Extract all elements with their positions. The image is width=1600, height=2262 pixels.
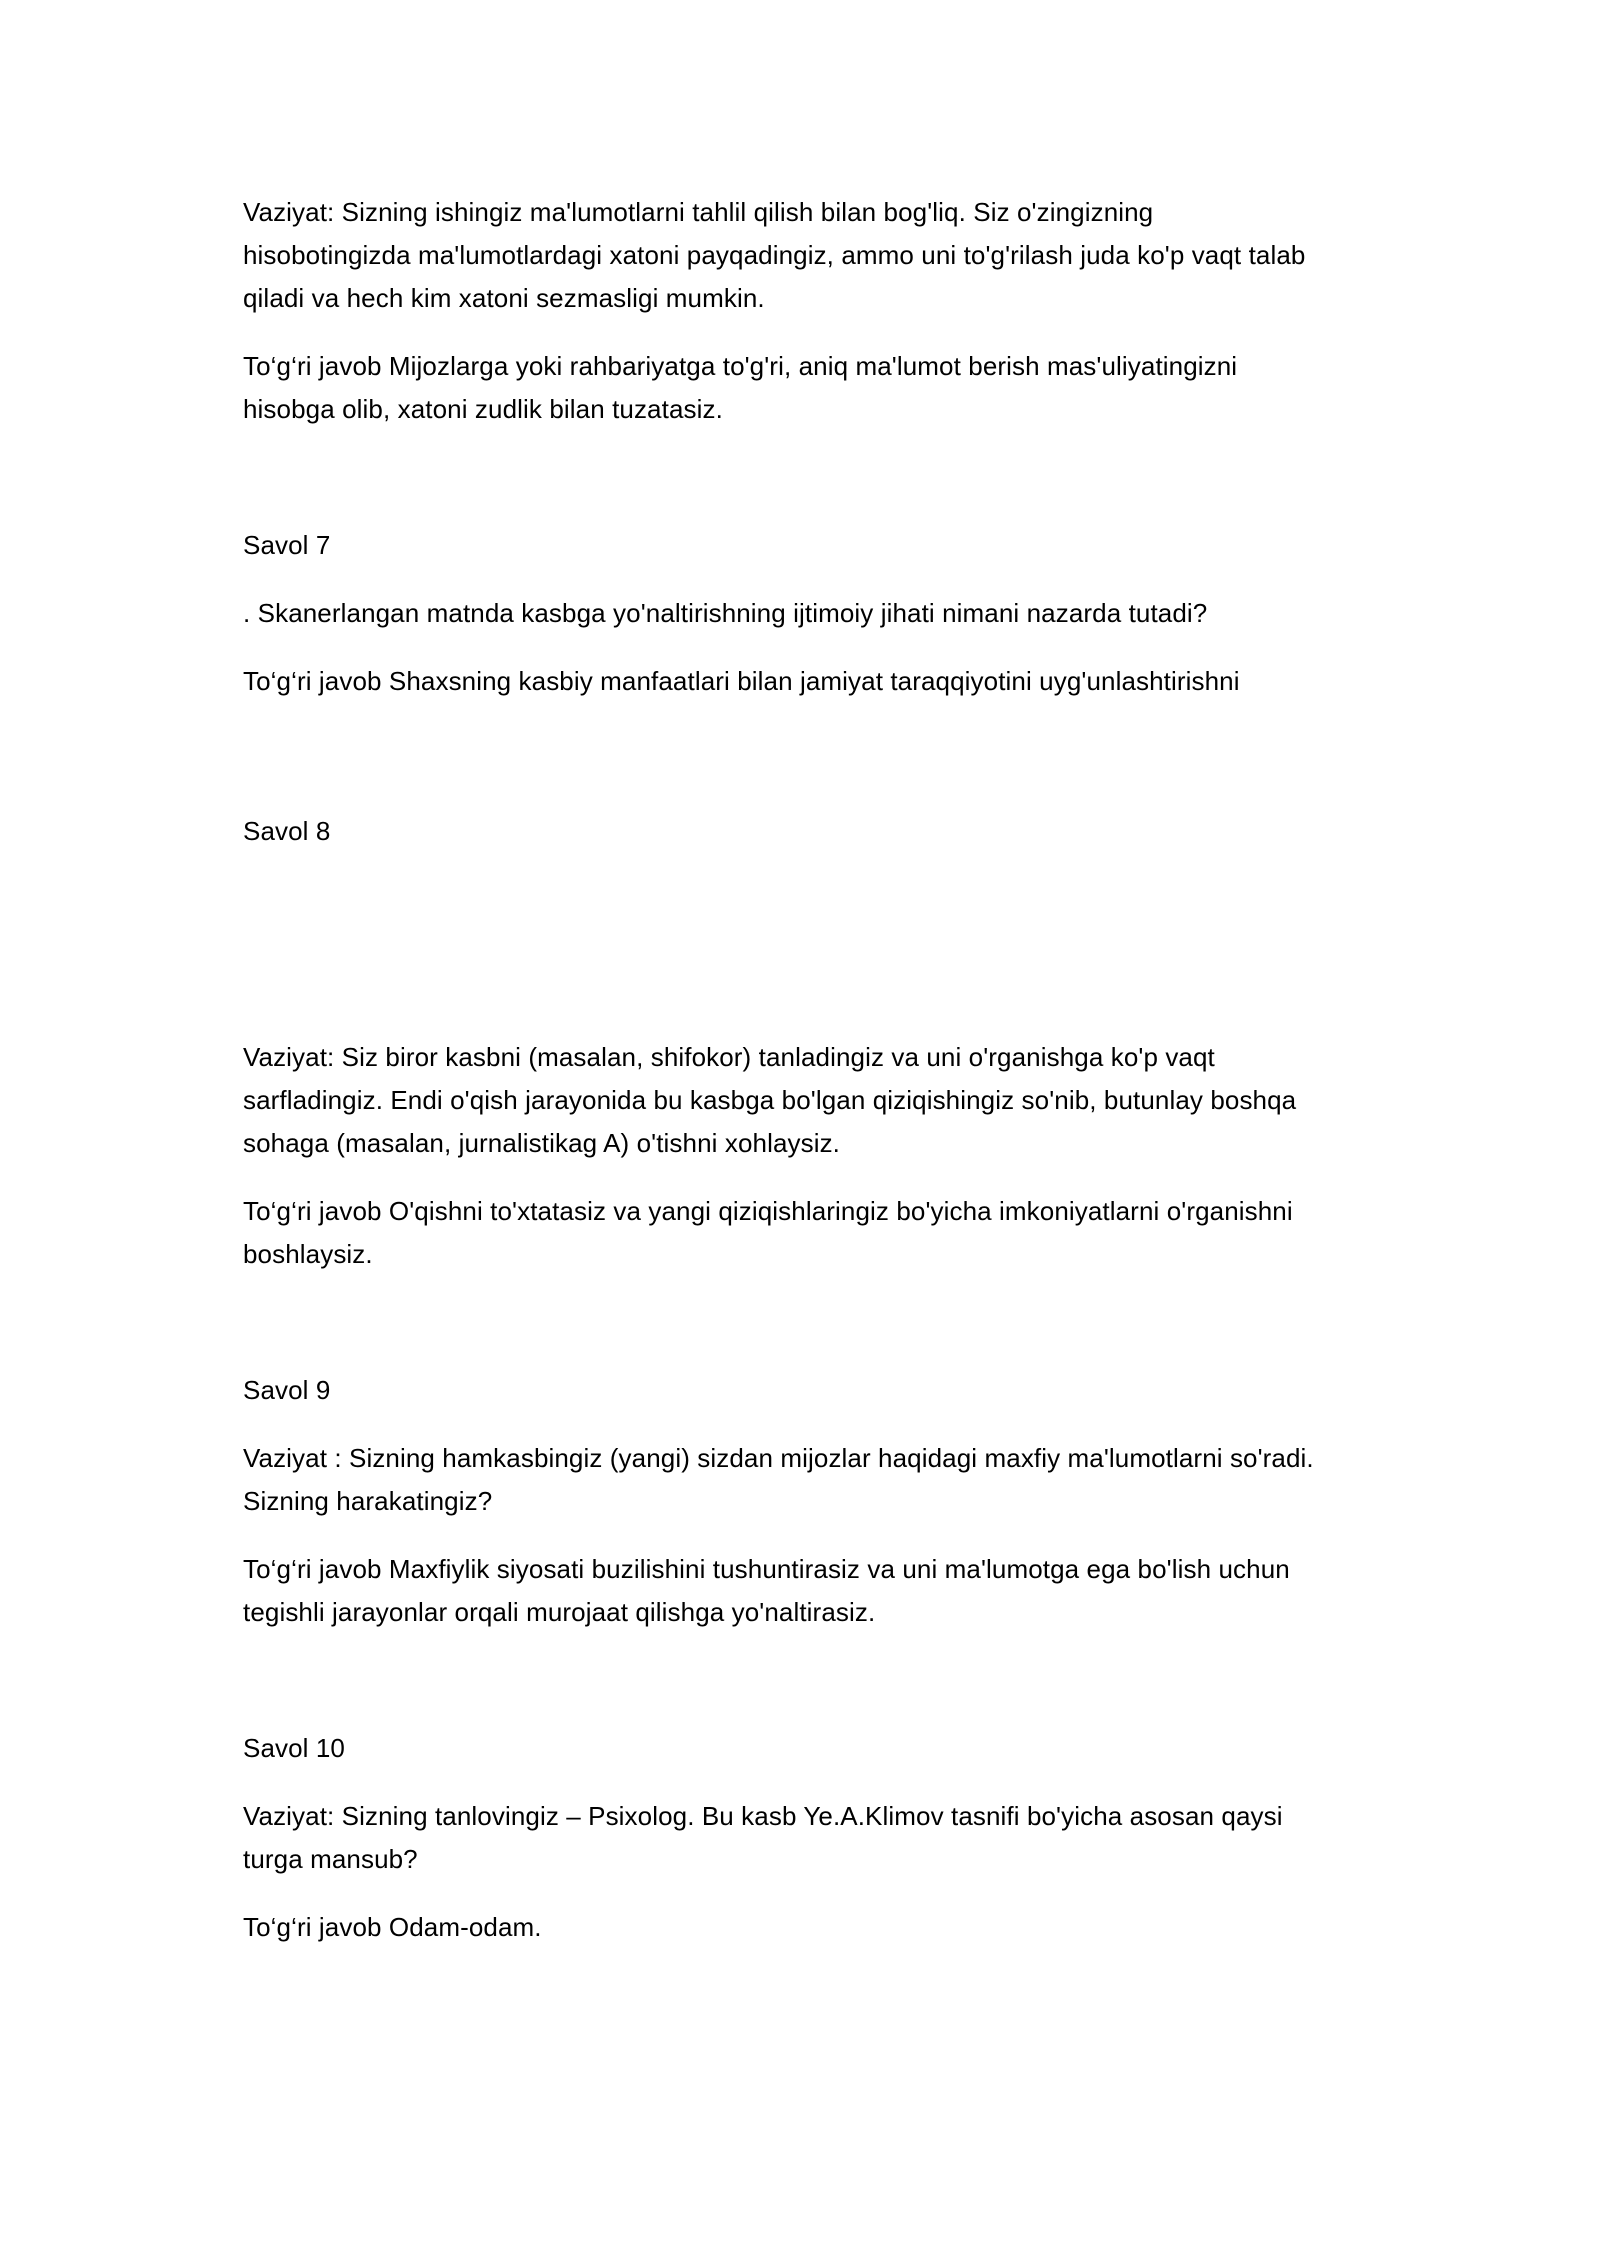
question-heading: Savol 8 [243,816,331,846]
answer-text-line: tegishli jarayonlar orqali murojaat qilishga yo'naltirasiz. [243,1597,876,1627]
answer-text-line: To‘g‘ri javob Mijozlarga yoki rahbariyatga to'g'ri, aniq ma'lumot berish mas'uliyatingizni [243,351,1238,381]
answer-text-line: hisobga olib, xatoni zudlik bilan tuzatasiz. [243,394,723,424]
situation-text-line: Sizning harakatingiz? [243,1486,493,1516]
question-heading: Savol 9 [243,1375,331,1405]
situation-text-line: Vaziyat : Sizning hamkasbingiz (yangi) sizdan mijozlar haqidagi maxfiy ma'lumotlarni so'radi. [243,1443,1314,1473]
question-text-line: . Skanerlangan matnda kasbga yo'naltirishning ijtimoiy jihati nimani nazarda tutadi? [243,598,1208,628]
situation-text-line: Vaziyat: Sizning tanlovingiz – Psixolog. Bu kasb Ye.A.Klimov tasnifi bo'yicha asosan qaysi [243,1801,1283,1831]
answer-text-line: To‘g‘ri javob Odam-odam. [243,1912,542,1942]
answer-text-line: To‘g‘ri javob O'qishni to'xtatasiz va yangi qiziqishlaringiz bo'yicha imkoniyatlarni o'rganishni [243,1196,1293,1226]
question-heading: Savol 10 [243,1733,345,1763]
question-heading: Savol 7 [243,530,331,560]
answer-text-line: To‘g‘ri javob Maxfiylik siyosati buzilishini tushuntirasiz va uni ma'lumotga ega bo'lish uchun [243,1554,1290,1584]
situation-text-line: sohaga (masalan, jurnalistikag A) o'tishni xohlaysiz. [243,1128,841,1158]
answer-text-line: To‘g‘ri javob Shaxsning kasbiy manfaatlari bilan jamiyat taraqqiyotini uyg'unlashtirishni [243,666,1240,696]
situation-text-line: sarfladingiz. Endi o'qish jarayonida bu kasbga bo'lgan qiziqishingiz so'nib, butunlay boshqa [243,1085,1297,1115]
situation-text-line: qiladi va hech kim xatoni sezmasligi mumkin. [243,283,765,313]
situation-text-line: hisobotingizda ma'lumotlardagi xatoni payqadingiz, ammo uni to'g'rilash juda ko'p vaqt talab [243,240,1306,270]
situation-text-line: turga mansub? [243,1844,418,1874]
answer-text-line: boshlaysiz. [243,1239,373,1269]
situation-text-line: Vaziyat: Siz biror kasbni (masalan, shifokor) tanladingiz va uni o'rganishga ko'p vaqt [243,1042,1215,1072]
situation-text-line: Vaziyat: Sizning ishingiz ma'lumotlarni tahlil qilish bilan bog'liq. Siz o'zingizning [243,197,1154,227]
